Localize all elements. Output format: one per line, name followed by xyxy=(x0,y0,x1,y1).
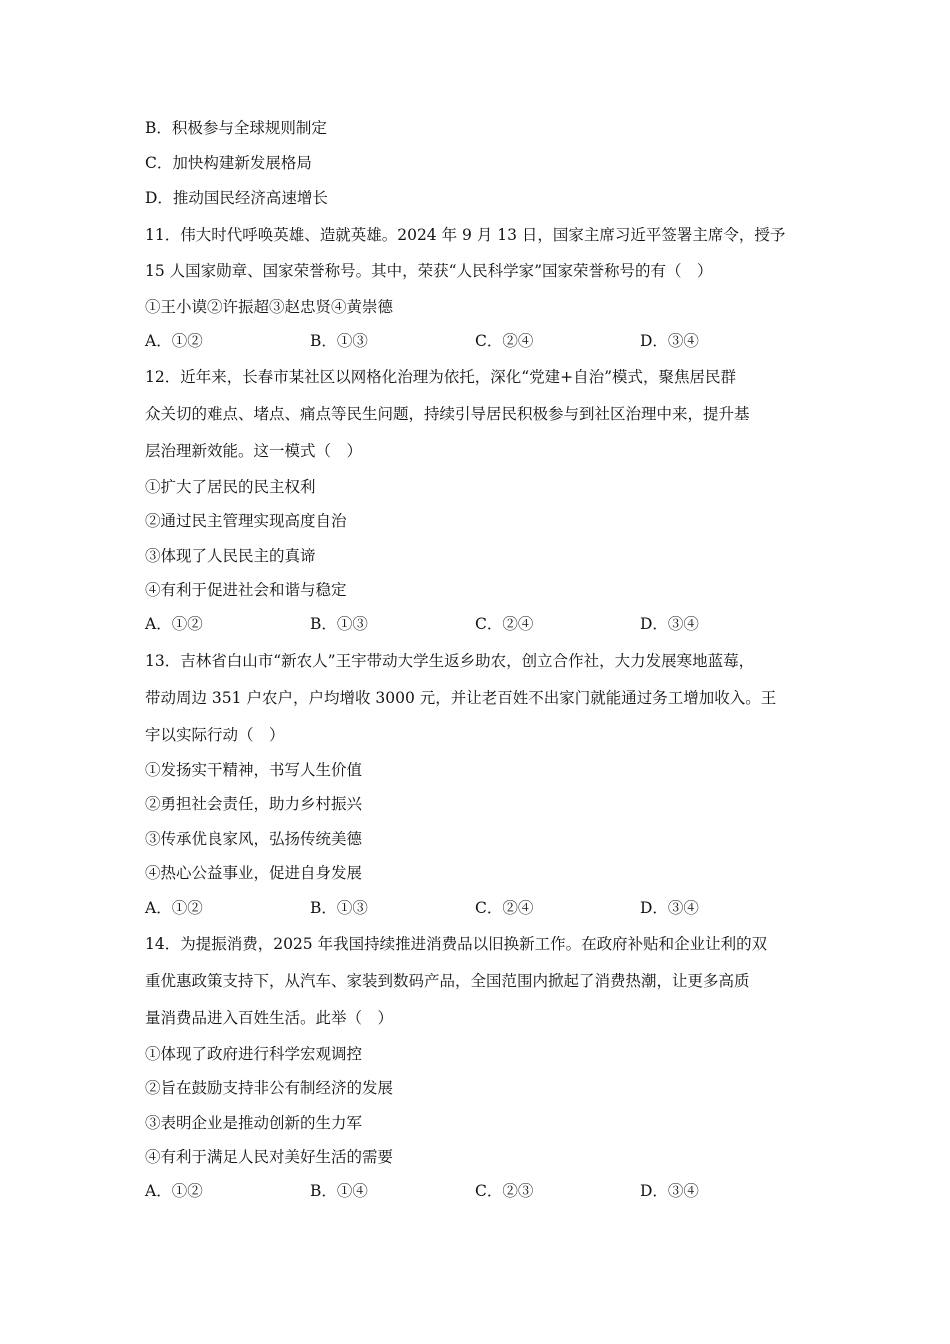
q14-stem-line: 重优惠政策支持下，从汽车、家装到数码产品，全国范围内掀起了消费热潮，让更多高质 xyxy=(145,972,750,990)
q11-choice-b: B．①③ xyxy=(310,332,368,350)
q13-choice-b: B．①③ xyxy=(310,899,368,917)
q13-statement: ①发扬实干精神，书写人生价值 xyxy=(145,761,363,779)
q11-statement: ①王小谟②许振超③赵忠贤④黄崇德 xyxy=(145,298,394,316)
q14-choice-d: D．③④ xyxy=(640,1182,699,1200)
q10-option-d: D．推动国民经济高速增长 xyxy=(145,189,328,207)
q13-statement: ②勇担社会责任，助力乡村振兴 xyxy=(145,795,363,813)
q13-choice-c: C．②④ xyxy=(475,899,534,917)
q14-choice-a: A．①② xyxy=(145,1182,203,1200)
q14-choice-b: B．①④ xyxy=(310,1182,368,1200)
q11-stem-line: 15 人国家勋章、国家荣誉称号。其中，荣获“人民科学家”国家荣誉称号的有（ ） xyxy=(145,262,713,280)
q12-stem-line: 层治理新效能。这一模式（ ） xyxy=(145,442,363,460)
q14-statement: ③表明企业是推动创新的生力军 xyxy=(145,1114,363,1132)
q10-option-b: B．积极参与全球规则制定 xyxy=(145,119,327,137)
q13-choice-d: D．③④ xyxy=(640,899,699,917)
q14-stem-line: 14．为提振消费，2025 年我国持续推进消费品以旧换新工作。在政府补贴和企业让利的双 xyxy=(145,935,768,953)
q11-choice-c: C．②④ xyxy=(475,332,534,350)
q12-stem-line: 众关切的难点、堵点、痛点等民生问题，持续引导居民积极参与到社区治理中来，提升基 xyxy=(145,405,750,423)
q12-statement: ①扩大了居民的民主权利 xyxy=(145,478,316,496)
q14-choices xyxy=(145,1181,825,1201)
q12-stem-line: 12．近年来，长春市某社区以网格化治理为依托，深化“党建+自治”模式，聚焦居民群 xyxy=(145,368,737,386)
q13-stem-line: 带动周边 351 户农户，户均增收 3000 元，并让老百姓不出家门就能通过务工增加收入。王 xyxy=(145,689,777,707)
q13-statement: ③传承优良家风，弘扬传统美德 xyxy=(145,830,363,848)
q12-statement: ②通过民主管理实现高度自治 xyxy=(145,512,347,530)
q12-statement: ③体现了人民民主的真谛 xyxy=(145,547,316,565)
q12-choices xyxy=(145,614,825,634)
q13-stem-line: 宇以实际行动（ ） xyxy=(145,726,285,744)
q13-choice-a: A．①② xyxy=(145,899,203,917)
q10-option-c: C．加快构建新发展格局 xyxy=(145,154,312,172)
q12-choice-a: A．①② xyxy=(145,615,203,633)
q11-choices xyxy=(145,331,825,351)
q14-statement: ②旨在鼓励支持非公有制经济的发展 xyxy=(145,1079,394,1097)
q12-choice-d: D．③④ xyxy=(640,615,699,633)
q12-choice-b: B．①③ xyxy=(310,615,368,633)
q11-choice-d: D．③④ xyxy=(640,332,699,350)
q14-statement: ④有利于满足人民对美好生活的需要 xyxy=(145,1148,394,1166)
q13-stem-line: 13．吉林省白山市“新农人”王宇带动大学生返乡助农，创立合作社，大力发展寒地蓝莓， xyxy=(145,652,755,670)
q12-statement: ④有利于促进社会和谐与稳定 xyxy=(145,581,347,599)
q14-stem-line: 量消费品进入百姓生活。此举（ ） xyxy=(145,1009,394,1027)
q14-statement: ①体现了政府进行科学宏观调控 xyxy=(145,1045,363,1063)
q12-choice-c: C．②④ xyxy=(475,615,534,633)
q14-choice-c: C．②③ xyxy=(475,1182,534,1200)
q13-statement: ④热心公益事业，促进自身发展 xyxy=(145,864,363,882)
q11-stem-line: 11．伟大时代呼唤英雄、造就英雄。2024 年 9 月 13 日，国家主席习近平签署主席令，授予 xyxy=(145,226,786,244)
q13-choices xyxy=(145,898,825,918)
q11-choice-a: A．①② xyxy=(145,332,203,350)
